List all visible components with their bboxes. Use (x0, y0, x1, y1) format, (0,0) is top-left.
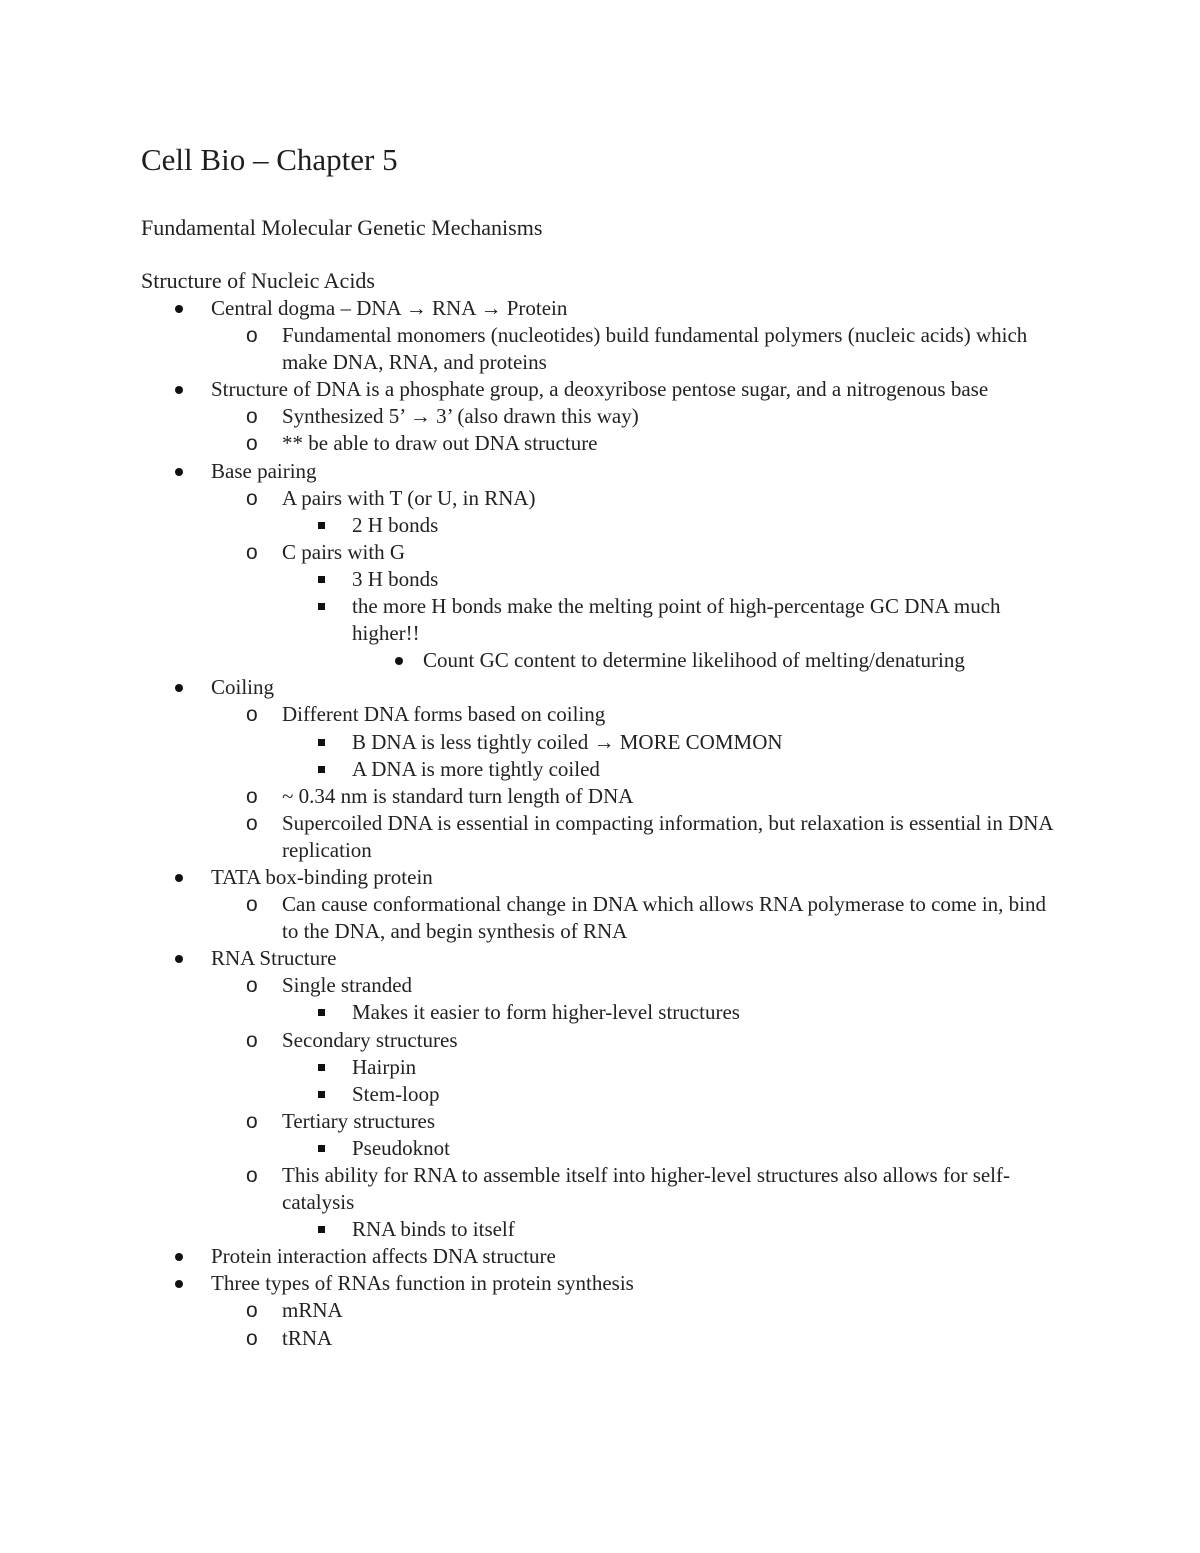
bullet-ring-glyph: o (246, 1028, 258, 1052)
list-item (0, 1243, 1200, 1270)
list-item-text: Supercoiled DNA is essential in compacting information, but relaxation is essential in DNA replication (282, 810, 1053, 862)
list-item (0, 810, 1200, 864)
list-item (0, 999, 1200, 1026)
list-item-text: Stem-loop (352, 1081, 440, 1106)
bullet-square-icon (318, 1145, 325, 1152)
list-item (0, 512, 1200, 539)
list-item-text: Different DNA forms based on coiling (282, 702, 606, 727)
list-item-text: Central dogma – DNA → RNA → Protein (211, 296, 568, 320)
list-item (0, 945, 1200, 972)
list-item-text: TATA box-binding protein (211, 864, 433, 889)
list-item (0, 458, 1200, 485)
list-item (0, 1108, 1200, 1135)
document-subtitle: Fundamental Molecular Genetic Mechanisms (141, 215, 543, 240)
list-item-text: Coiling (211, 675, 275, 700)
list-item (0, 972, 1200, 999)
list-item-text: Structure of DNA is a phosphate group, a deoxyribose pentose sugar, and a nitrogenous base (211, 377, 989, 402)
list-item-text: Hairpin (352, 1054, 417, 1079)
list-item (0, 1270, 1200, 1297)
list-item-text: This ability for RNA to assemble itself into higher-level structures also allows for self-catalysis (282, 1163, 1011, 1215)
list-item (0, 647, 1200, 674)
bullet-square-icon (318, 1226, 325, 1233)
list-item-text: Fundamental monomers (nucleotides) build fundamental polymers (nucleic acids) which make DNA, RNA, and proteins (282, 323, 1028, 375)
list-item-text: RNA binds to itself (352, 1217, 515, 1242)
section-heading: Structure of Nucleic Acids (141, 268, 375, 293)
bullet-dot-icon (175, 468, 183, 476)
list-item (0, 674, 1200, 701)
list-item (0, 864, 1200, 891)
list-item-text: Synthesized 5’ → 3’ (also drawn this way) (282, 404, 639, 429)
list-item-text: C pairs with G (282, 539, 406, 564)
list-item (0, 1027, 1200, 1054)
bullet-square-icon (318, 1064, 325, 1071)
list-item-text: Pseudoknot (352, 1135, 451, 1160)
list-item (0, 1162, 1200, 1216)
bullet-square-icon (318, 766, 325, 773)
list-item (0, 1297, 1200, 1324)
bullet-ring-glyph: o (246, 1299, 258, 1323)
list-item (0, 1325, 1200, 1352)
list-item-text: Count GC content to determine likelihood of melting/denaturing (423, 648, 965, 673)
list-item-text: B DNA is less tightly coiled → MORE COMMON (352, 729, 783, 754)
list-item (0, 593, 1200, 647)
bullet-dot-icon (175, 684, 183, 692)
list-item (0, 1216, 1200, 1243)
list-item (0, 783, 1200, 810)
list-item (0, 295, 1200, 322)
list-item-text: the more H bonds make the melting point of high-percentage GC DNA much higher!! (352, 594, 1001, 646)
bullet-ring-glyph: o (246, 324, 258, 348)
bullet-ring-glyph: o (246, 974, 258, 998)
list-item (0, 485, 1200, 512)
bullet-dot-icon (175, 874, 183, 882)
bullet-ring-glyph: o (246, 1326, 258, 1350)
bullet-ring-glyph: o (246, 486, 258, 510)
bullet-dot-icon (175, 386, 183, 394)
list-item-text: 3 H bonds (352, 566, 439, 591)
bullet-ring-glyph: o (246, 811, 258, 835)
bullet-ring-glyph: o (246, 432, 258, 456)
bullet-dot-icon (175, 305, 183, 313)
list-item-text: ~ 0.34 nm is standard turn length of DNA (282, 783, 634, 808)
bullet-square-icon (318, 1009, 325, 1016)
bullet-ring-glyph: o (246, 1109, 258, 1133)
bullet-ring-glyph: o (246, 703, 258, 727)
list-item-text: Secondary structures (282, 1027, 458, 1052)
list-item (0, 1054, 1200, 1081)
bullet-square-icon (318, 576, 325, 583)
bullet-square-icon (318, 1091, 325, 1098)
list-item (0, 403, 1200, 430)
list-item-text: Base pairing (211, 458, 317, 483)
list-item-text: tRNA (282, 1325, 333, 1350)
list-item-text: Can cause conformational change in DNA which allows RNA polymerase to come in, bind to the DNA, and begin synthesis of RNA (282, 892, 1046, 944)
document-title: Cell Bio – Chapter 5 (141, 142, 398, 177)
bullet-square-icon (318, 603, 325, 610)
list-item (0, 1135, 1200, 1162)
bullet-ring-glyph: o (246, 405, 258, 429)
list-item (0, 729, 1200, 756)
list-item (0, 539, 1200, 566)
bullet-ring-glyph: o (246, 1164, 258, 1187)
list-item-text: mRNA (282, 1298, 343, 1323)
bullet-dot-icon (175, 955, 183, 963)
list-item-text: Single stranded (282, 973, 413, 998)
bullet-square-icon (318, 522, 325, 529)
bullet-ring-glyph: o (246, 893, 258, 917)
bullet-dot-icon (175, 1253, 183, 1261)
bullet-ring-glyph: o (246, 540, 258, 564)
list-item-text: A DNA is more tightly coiled (352, 756, 600, 781)
outline-list (0, 295, 1200, 1352)
list-item-text: Tertiary structures (282, 1108, 436, 1133)
list-item (0, 1081, 1200, 1108)
list-item-text: A pairs with T (or U, in RNA) (282, 485, 536, 510)
list-item-text: ** be able to draw out DNA structure (282, 431, 598, 456)
list-item (0, 430, 1200, 457)
list-item-text: Protein interaction affects DNA structure (211, 1244, 556, 1269)
list-item (0, 376, 1200, 403)
bullet-dot-icon (395, 657, 403, 665)
list-item-text: RNA Structure (211, 946, 337, 971)
bullet-ring-glyph: o (246, 784, 258, 808)
list-item (0, 891, 1200, 945)
list-item (0, 756, 1200, 783)
list-item (0, 322, 1200, 376)
bullet-dot-icon (175, 1280, 183, 1288)
list-item-text: Makes it easier to form higher-level structures (352, 1000, 740, 1025)
bullet-square-icon (318, 739, 325, 746)
list-item-text: 2 H bonds (352, 512, 439, 537)
list-item (0, 701, 1200, 728)
list-item-text: Three types of RNAs function in protein synthesis (211, 1271, 634, 1296)
list-item (0, 566, 1200, 593)
